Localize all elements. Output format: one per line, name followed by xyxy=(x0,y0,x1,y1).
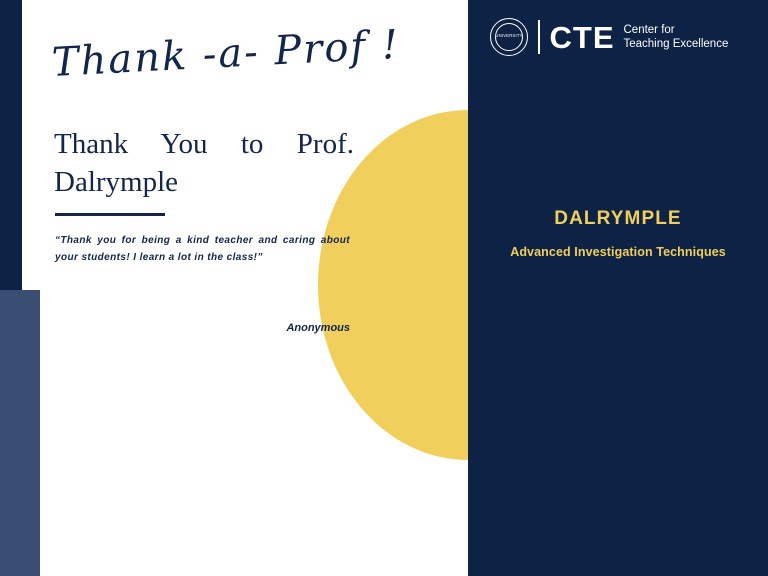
professor-name: DALRYMPLE xyxy=(554,208,682,229)
cte-full-name xyxy=(624,23,729,52)
university-seal-inner-ring xyxy=(495,23,523,51)
page-title: Thank You to Prof. Dalrymple xyxy=(54,128,354,198)
cte-full-name-line-1: Center for xyxy=(623,23,675,36)
left-accent-bar-bottom xyxy=(0,290,40,576)
script-title: Thank -a- Prof ! xyxy=(50,21,402,86)
cte-logo xyxy=(490,14,728,60)
university-seal-label: UNIVERSITY xyxy=(495,33,523,39)
cte-full-name-line-2: Teaching Excellence xyxy=(623,38,729,50)
course-name: Advanced Investigation Techniques xyxy=(510,245,726,259)
quote-attribution: Anonymous xyxy=(286,322,350,334)
university-seal-icon xyxy=(490,18,528,56)
cte-wordmark: CTE xyxy=(549,19,615,55)
right-navy-panel xyxy=(468,0,768,576)
testimonial-quote: “Thank you for being a kind teacher and caring about your students! I learn a lot in the class!” xyxy=(55,235,350,263)
left-accent-bar-top xyxy=(0,0,22,290)
title-underline-rule xyxy=(55,213,165,216)
logo-divider xyxy=(538,20,540,54)
